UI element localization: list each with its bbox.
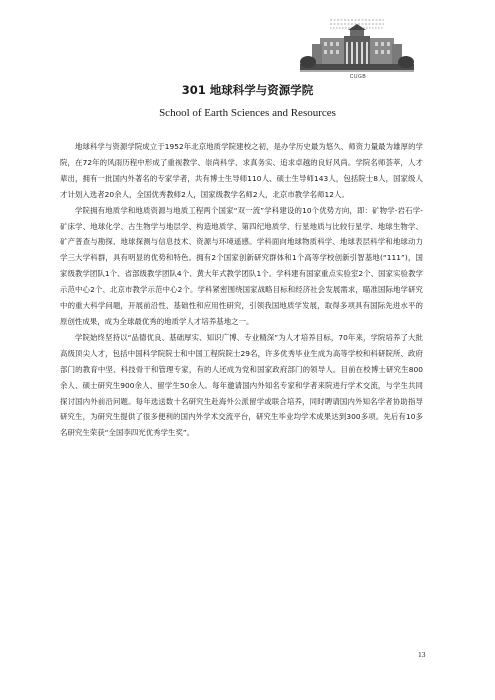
logo-caption: CUGB bbox=[349, 74, 367, 80]
page-title-english: School of Earth Sciences and Resources bbox=[159, 107, 336, 119]
paragraph-disciplines: 学院拥有地质学和地质资源与地质工程两个国家“双一流”学科建设的10个优势方向，即：矿物学-岩石学-矿床学、地球化学、古生物学与地层学、构造地质学、第四纪地质学、行星地质与比较行星学、地球生物学、矿产普查与勘探、地球探测与信息技术、资源与环境遥感。学科面向地球物质科学、地球表层科学和地球动力学三大学科群，具有明显的优势和特色。拥有2个国家创新研究群体和1个高等学校创新引智基地(“111”)，国家级教学团队1个、省部级教学团队4个、黄大年式教学团队1个。学科建有国家重点实验室2个、国家实验教学示范中心2个、北京市教学示范中心2个。学科紧密围绕国家战略目标和经济社会发展需求，瞄准国际地学研究中的重大科学问题，开展前沿性、基础性和应用性研究，引领我国地质学发展，取得多项具有国际先进水平的原创性成果，成为全球最优秀的地质学人才培养基地之一。 bbox=[60, 205, 423, 326]
article-body bbox=[60, 139, 423, 441]
paragraph-education: 学院始终坚持以“品德优良、基础厚实、知识广博、专业精深”为人才培养目标，70年来，学院培养了大批高级顶尖人才，包括中国科学院院士和中国工程院院士29名，许多优秀毕业生成为高等学校和科研院所、政府部门的教育中坚、科技骨干和管理专家，有的人还成为党和国家政府部门的领导人。目前在校博士研究生800余人、硕士研究生900余人、留学生50余人。每年邀请国内外知名专家和学者来院进行学术交流，与学生共同探讨国内外前沿问题。每年选送数十名研究生赴海外公派留学或联合培养，同时聘请国内外知名学者协助指导研究生，为研究生提供了很多便利的国内外学术交流平台，研究生毕业均学术成果达到300多项。先后有10多名研究生荣获“全国李四光优秀学生奖”。 bbox=[60, 332, 423, 438]
university-building-logo-icon bbox=[300, 14, 414, 76]
page-title-chinese: 301 地球科学与资源学院 bbox=[181, 83, 314, 97]
page-number: 13 bbox=[418, 650, 426, 659]
paragraph-history: 地球科学与资源学院成立于1952年北京地质学院建校之初，是办学历史最为悠久、师资力量最为雄厚的学院，在72年的风雨历程中形成了重视教学、崇尚科学、求真务实、追求卓越的良好风尚。学院名师荟萃，人才辈出，拥有一批国内外著名的专家学者，共有博士生导师110人、硕士生导师143人，包括院士8人，国家级人才计划入选者20余人，全国优秀教师2人，国家级教学名师2人，北京市教学名师12人。 bbox=[60, 142, 423, 199]
